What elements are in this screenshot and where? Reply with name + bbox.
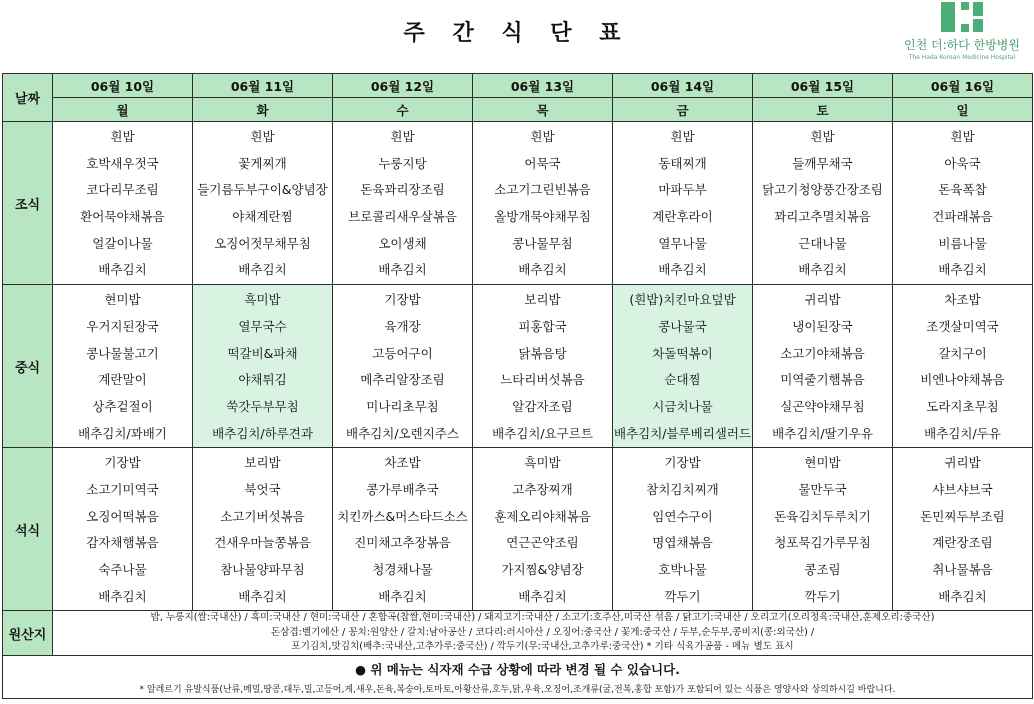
date-cell: 06월 13일 [473,74,613,98]
dish-item: 흑미밥 [244,292,281,308]
dish-item: 돈민찌두부조림 [920,508,1005,524]
meal-label: 석식 [3,448,53,611]
dish-item: 코다리무조림 [86,182,159,198]
meal-cell [613,285,753,448]
dish-item: 치킨까스&머스타드소스 [337,508,468,524]
meal-cell [893,122,1033,285]
dish-item: 차조밥 [384,455,421,471]
dish-item: 상추겉절이 [92,398,153,414]
dish-item: 깍두기 [804,588,841,604]
dish-item: 명엽채볶음 [652,535,713,551]
meal-cell [753,448,893,611]
dish-item: 배추김치 [238,588,287,604]
dish-item: 기장밥 [104,455,141,471]
hospital-name: 인천 더:하다 한방병원 [903,38,1020,52]
dish-item: 들깨무채국 [792,155,853,171]
dish-item: 얼갈이나물 [92,235,153,251]
meal-cell [613,122,753,285]
origin-line: 포기김치,맛김치(배추:국내산,고추가루:중국산) / 깍두기(무:국내산,고추가루:중국산) * 기타 식육가공품 - 메뉴 별도 표시 [291,641,794,653]
date-label: 날짜 [3,74,53,122]
dish-item: 우거지된장국 [86,318,159,334]
dish-item: 배추김치/블루베리샐러드 [613,425,752,441]
dish-item: 기장밥 [384,292,421,308]
meal-cell [53,122,193,285]
dish-item: 현미밥 [804,455,841,471]
dish-item: 누룽지탕 [378,155,427,171]
dish-item: 차조밥 [944,292,981,308]
dish-item: 보리밥 [524,292,561,308]
meal-cell [753,285,893,448]
weekday-cell: 토 [753,98,893,122]
dish-item: 꽈리고추멸치볶음 [774,209,871,225]
dish-item: 배추김치 [238,262,287,278]
dish-item: 시금치나물 [652,398,713,414]
dish-item: 비엔나야채볶음 [920,372,1005,388]
dish-item: 실곤약야채무침 [780,398,865,414]
meal-cell [893,448,1033,611]
origin-text [53,611,1033,656]
meal-cell [473,285,613,448]
date-cell: 06월 16일 [893,74,1033,98]
meal-cell [333,285,473,448]
dish-item: 알감자조림 [512,398,573,414]
dish-item: 배추김치/하루견과 [212,425,313,441]
dish-item: 차돌떡볶이 [652,345,713,361]
dish-item: 숙주나물 [98,562,147,577]
dish-item: 순대찜 [664,372,701,388]
weekday-cell: 일 [893,98,1033,122]
meal-cell [473,122,613,285]
hospital-name-en: The Hada Korean Medicine Hospital [908,54,1016,61]
weekday-cell: 수 [333,98,473,122]
meal-cell [333,448,473,611]
dish-item: 비름나물 [938,235,987,251]
dish-item: 닭고기청양풍간장조림 [762,182,883,198]
date-cell: 06월 15일 [753,74,893,98]
dish-item: 배추김치/꽈배기 [78,425,167,441]
meal-cell [333,122,473,285]
meal-row [3,285,1033,448]
dish-item: 진미채고추장볶음 [354,535,451,551]
dish-item: 계란장조림 [932,535,993,551]
dish-item: 꽃게찌개 [238,155,287,171]
dish-item: 메추리알장조림 [360,372,445,388]
dish-item: 배추김치/요구르트 [492,425,593,441]
hospital-logo-icon [941,2,983,32]
dish-item: 열무나물 [658,235,707,251]
meal-row [3,448,1033,611]
dish-item: 오징어젓무채무침 [214,235,311,251]
weekday-cell: 월 [53,98,193,122]
dish-item: 깍두기 [664,588,701,604]
dish-item: 콩나물불고기 [86,345,159,361]
dish-item: 흰밥 [530,129,555,144]
dish-item: 소고기미역국 [86,481,159,497]
meal-cell [753,122,893,285]
weekday-cell: 화 [193,98,333,122]
dish-item: 귀리밥 [804,292,841,308]
weekday-cell: 목 [473,98,613,122]
dish-item: 북엇국 [244,481,281,497]
dish-item: 임연수구이 [652,508,713,524]
dish-item: 조갯살미역국 [926,318,999,334]
dish-item: 들기름두부구이&양념장 [197,182,328,198]
meal-label: 중식 [3,285,53,448]
dish-item: 청포묵김가루무침 [774,535,871,551]
dish-item: 현미밥 [104,292,141,308]
dish-item: 보리밥 [244,455,281,471]
notice-row [3,655,1033,698]
dish-item: 환어묵야채볶음 [80,209,165,225]
dish-item: 브로콜리새우살볶음 [348,209,457,225]
dish-item: 흰밥 [110,129,135,144]
dish-item: 떡갈비&파채 [227,345,298,361]
dish-item: 배추김치 [798,262,847,278]
hospital-logo [892,2,1032,72]
dish-item: 참치김치찌개 [646,481,719,497]
dish-item: 샤브샤브국 [932,481,993,497]
dish-item: 참나물양파무침 [220,562,305,577]
dish-item: 흑미밥 [524,455,561,471]
dish-item: 돈육폭찹 [938,182,987,198]
dish-item: 감자채햄볶음 [86,535,159,551]
dish-item: 배추김치 [98,588,147,604]
dish-item: 배추김치 [938,588,987,604]
dish-item: 건새우마늘쫑볶음 [214,535,311,551]
weekday-cell: 금 [613,98,753,122]
dish-item: 오징어떡볶음 [86,508,159,524]
dish-item: 도라지초무침 [926,398,999,414]
meal-cell [193,285,333,448]
meal-cell [613,448,753,611]
dish-item: 야채계란찜 [232,209,293,225]
dish-item: 피홍합국 [518,318,567,334]
dish-item: 느타리버섯볶음 [500,372,585,388]
meal-cell [53,448,193,611]
dish-item: 근대나물 [798,235,847,251]
dish-item: 미나리초무침 [366,398,439,414]
dish-item: 배추김치 [658,262,707,278]
dish-item: 귀리밥 [944,455,981,471]
page-title: 주 간 식 단 표 [403,21,631,46]
dish-item: 건파래볶음 [932,209,993,225]
dish-item: 콩조림 [804,562,841,577]
dish-item: 미역줄기햄볶음 [780,372,865,388]
weekly-menu-table [2,73,1033,699]
origin-label: 원산지 [3,611,53,656]
dish-item: 배추김치 [938,262,987,278]
dish-item: 흰밥 [670,129,695,144]
dish-item: 콩나물무침 [512,235,573,251]
dish-item: 배추김치 [378,262,427,278]
dish-item: 배추김치 [518,262,567,278]
dish-item: 호박새우젓국 [86,155,159,171]
dish-item: 육개장 [384,318,421,334]
meal-cell [193,122,333,285]
dish-item: 고추장찌개 [512,481,573,497]
origin-line: 밥, 누룽지(쌀:국내산) / 흑미:국내산 / 현미:국내산 / 혼합곡(찹쌀,현미:국내산) / 돼지고기:국내산 / 소고기:호주산,미국산 섞음 / 닭고기:국내산 / 오리고기(오리정육:국내산,훈제오리:중국산) [150,612,935,624]
dish-item: 닭볶음탕 [518,345,567,361]
dish-item: 배추김치/두유 [924,425,1001,441]
dish-item: 냉이된장국 [792,318,853,334]
dish-item: 콩나물국 [658,318,707,334]
dish-item: (흰밥)치킨마요덮밥 [629,292,736,308]
dish-item: 야채튀김 [238,372,287,388]
dish-item: 쑥갓두부무침 [226,398,299,414]
dish-item: 흰밥 [250,129,275,144]
dish-item: 오이생채 [378,235,427,251]
dish-item: 어묵국 [524,155,561,171]
dish-item: 돈육꽈리장조림 [360,182,445,198]
meal-cell [473,448,613,611]
menu-change-notice: ● 위 메뉴는 식자재 수급 상황에 따라 변경 될 수 있습니다. [355,661,680,677]
dish-item: 계란말이 [98,372,147,388]
dish-item: 콩가루배추국 [366,481,439,497]
meal-cell [53,285,193,448]
date-cell: 06월 12일 [333,74,473,98]
dish-item: 아욱국 [944,155,981,171]
dish-item: 기장밥 [664,455,701,471]
dish-item: 열무국수 [238,318,287,334]
dish-item: 소고기버섯볶음 [220,508,305,524]
dish-item: 청경채나물 [372,562,433,577]
dish-item: 올방개묵야채무침 [494,209,591,225]
dish-item: 물만두국 [798,481,847,497]
dish-item: 갈치구이 [938,345,987,361]
dish-item: 소고기그린빈볶음 [494,182,591,198]
dish-item: 흰밥 [950,129,975,144]
dish-item: 돈육김치두루치기 [774,508,871,524]
date-cell: 06월 10일 [53,74,193,98]
dish-item: 고등어구이 [372,345,433,361]
dish-item: 배추김치/딸기우유 [772,425,873,441]
meal-cell [893,285,1033,448]
dish-item: 배추김치/오렌지주스 [346,425,459,441]
allergy-notice: * 알레르기 유발식품(난류,메밀,땅콩,대두,밀,고등어,게,새우,돈육,복숭아,토마토,아황산류,호두,닭,우육,오징어,조개류(굴,전복,홍합 포함)가 포함되어 있는 식품은 영양사와 상의하시길 바랍니다. [139,684,896,695]
dish-item: 호박나물 [658,562,707,577]
date-cell: 06월 14일 [613,74,753,98]
date-cell: 06월 11일 [193,74,333,98]
weekday-row [3,98,1033,122]
dish-item: 연근곤약조림 [506,535,579,551]
date-row [3,74,1033,98]
origin-row [3,611,1033,656]
dish-item: 배추김치 [518,588,567,604]
dish-item: 배추김치 [378,588,427,604]
notice-cell [3,655,1033,698]
dish-item: 계란후라이 [652,209,713,225]
dish-item: 훈제오리야채볶음 [494,508,591,524]
dish-item: 동태찌개 [658,155,707,171]
dish-item: 흰밥 [390,129,415,144]
meal-row [3,122,1033,285]
dish-item: 흰밥 [810,129,835,144]
dish-item: 가지찜&양념장 [501,562,584,577]
dish-item: 취나물볶음 [932,562,993,577]
dish-item: 마파두부 [658,182,707,198]
origin-line: 돈삼겹:벨기에산 / 꽁치:원양산 / 갈치:남아공산 / 코다리:러시아산 / 오징어:중국산 / 꽃게:중국산 / 두부,순두부,콩비지(콩:외국산) / [270,626,815,638]
dish-item: 배추김치 [98,262,147,278]
meal-cell [193,448,333,611]
dish-item: 소고기야채볶음 [780,345,865,361]
meal-label: 조식 [3,122,53,285]
